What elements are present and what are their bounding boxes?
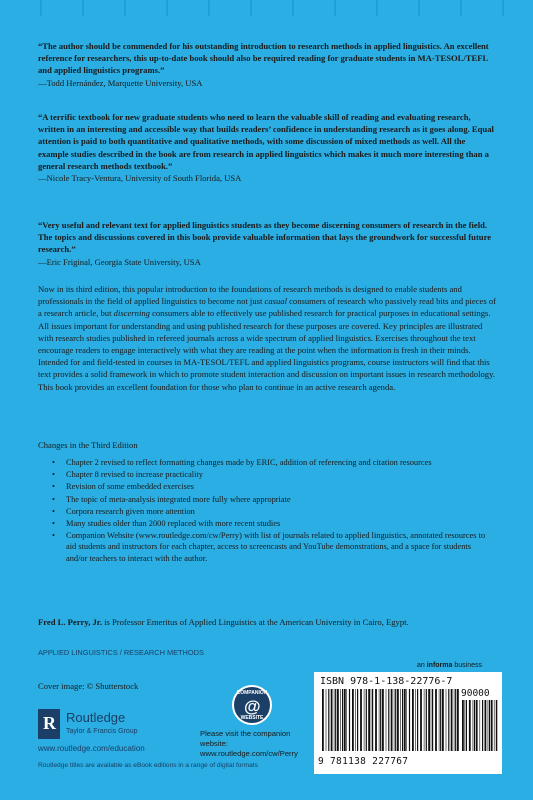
- publisher-group: Taylor & Francis Group: [66, 728, 138, 735]
- list-item: • Chapter 2 revised to reflect formatting changes made by ERIC, addition of referencing and citation resources: [52, 457, 492, 468]
- top-stripe-pattern: [0, 0, 533, 16]
- author-bio: [38, 617, 508, 627]
- routledge-logo: [38, 709, 178, 741]
- visit-line: Please visit the companion website:: [200, 729, 291, 748]
- informa-suffix: business: [452, 662, 482, 669]
- badge-bottom-text: WEBSITE: [240, 715, 264, 721]
- list-item: • Corpora research given more attention: [52, 506, 492, 517]
- subject-category: APPLIED LINGUISTICS / RESEARCH METHODS: [38, 648, 204, 657]
- publisher-name: Routledge: [66, 710, 126, 725]
- changes-heading: Changes in the Third Edition: [38, 440, 138, 450]
- description-text: consumers able to effectively use published research for practical purposes in educational settings. All issues important for understanding and using published research for these purposes are covered. Key principles are illustrated with research studies published in refereed journals across a wide spectrum of applied linguistics. Exercises throughout the text encourage readers to engage interactively with what they are reading at the point when the information is fresh in their minds. Intended for and field-tested in courses in MA-TESOL/TEFL and applied linguistics programs, course instructors will find that this text provides a solid framework in which to promote student interaction and discussion on important issues in research methodology. This book provides an excellent foundation for those who plan to continue in an active research agenda.: [38, 308, 495, 392]
- review-quote-1: [38, 40, 498, 89]
- quote-text: “The author should be commended for his outstanding introduction to research methods in applied linguistics. An excellent reference for researchers, this up-to-date book should also be required reading for graduate students in MA-TESOL/TEFL and applied linguistics programs.”: [38, 41, 489, 76]
- quote-attribution: —Todd Hernández, Marquette University, USA: [38, 77, 203, 88]
- book-description: [38, 283, 496, 393]
- description-text: Now in its third edition, this popular introduction to the foundations of research methods is designed to enable students and professionals in the field of applied linguistics to become not just: [38, 284, 462, 307]
- list-item: • Many studies older than 2000 replaced with more recent studies: [52, 518, 492, 529]
- description-emphasis: casual: [264, 296, 287, 307]
- list-item: • Companion Website (www.routledge.com/cw/Perry) with list of journals related to applied linguistics, annotated resources to aid students and instructors for each chapter, access to screencasts and YouTube demonstrations, and a space for students and/or teachers to interact with the author.: [52, 530, 492, 564]
- isbn-label: ISBN 978-1-138-22776-7: [320, 676, 453, 687]
- changes-list: [38, 457, 492, 565]
- description-emphasis: discerning: [113, 308, 150, 319]
- list-item: • The topic of meta-analysis integrated more fully where appropriate: [52, 494, 492, 505]
- price-barcode-bars-icon: [462, 700, 498, 751]
- informa-brand: informa: [426, 662, 453, 669]
- price-code: 90000: [461, 688, 490, 699]
- barcode-bars-icon: [322, 689, 460, 751]
- quote-text: “A terrific textbook for new graduate students who need to learn the valuable skill of reading and evaluating research, written in an interesting and accessible way that builds readers’ confidence in understanding research as it goes along. Equal attention is paid to both quantitative and qualitative methods, with some discussion of mixed methods as well. All the example studies described in the book are from research in applied linguistics which makes it much more interesting than a general research methods textbook.”: [38, 112, 494, 171]
- author-name: Fred L. Perry, Jr.: [38, 617, 102, 627]
- review-quote-3: [38, 219, 498, 268]
- cover-image-credit: Cover image: © Shutterstock: [38, 681, 139, 691]
- ebook-note: Routledge titles are available as eBook editions in a range of digital formats: [38, 762, 258, 769]
- barcode-number: 9 781138 227767: [318, 756, 409, 767]
- list-item: • Revision of some embedded exercises: [52, 481, 492, 492]
- companion-visit-text: [200, 729, 320, 759]
- informa-tagline: [417, 662, 482, 669]
- description-text: consumers of research who passively read bits and pieces of a research article, but: [38, 296, 496, 319]
- quote-text: “Very useful and relevant text for applied linguistics students as they become discerning consumers of research in the field. The topics and discussions covered in this book provide valuable information that lays the groundwork for successful future research.”: [38, 220, 492, 255]
- list-item: • Chapter 8 revised to increase practicality: [52, 469, 492, 480]
- quote-attribution: —Nicole Tracy-Ventura, University of South Florida, USA: [38, 173, 242, 184]
- companion-url[interactable]: www.routledge.com/cw/Perry: [200, 749, 298, 758]
- review-quote-2: [38, 111, 498, 184]
- badge-top-text: COMPANION: [236, 690, 268, 696]
- at-sign-icon: @: [244, 697, 261, 716]
- routledge-mark-icon: [38, 709, 60, 739]
- informa-prefix: an: [417, 662, 427, 669]
- author-bio-text: is Professor Emeritus of Applied Linguistics at the American University in Cairo, Egypt.: [101, 617, 409, 627]
- quote-attribution: —Eric Friginal, Georgia State University, USA: [38, 256, 201, 267]
- publisher-url[interactable]: www.routledge.com/education: [38, 744, 145, 753]
- isbn-barcode: [314, 672, 502, 774]
- companion-website-badge: [232, 685, 272, 725]
